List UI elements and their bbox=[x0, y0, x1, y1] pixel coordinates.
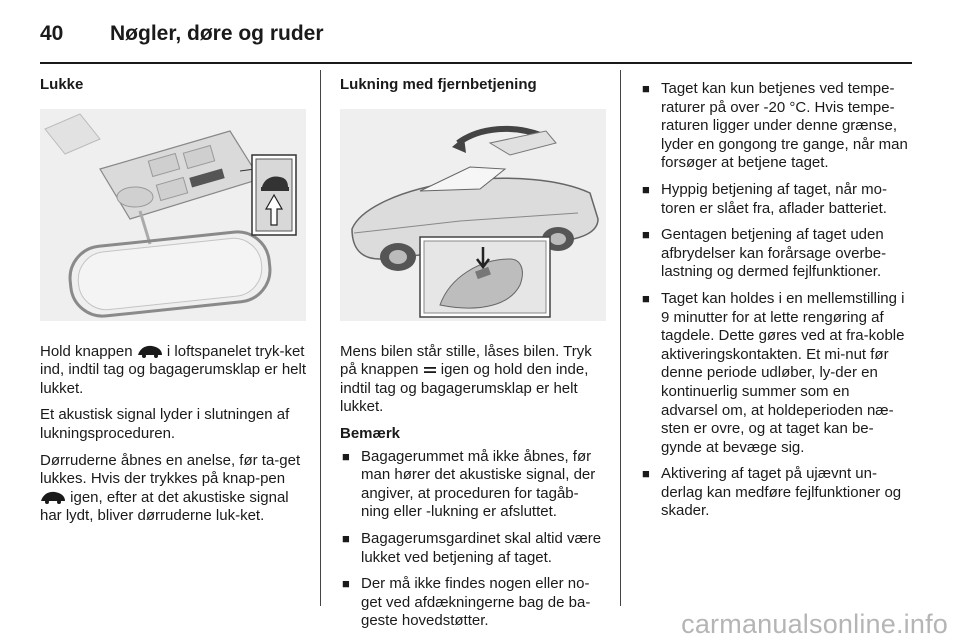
list-item bbox=[640, 290, 908, 457]
bullet-marker: ■ bbox=[642, 181, 650, 197]
list-item bbox=[340, 448, 606, 522]
list-item bbox=[640, 181, 908, 218]
figure-roof-console bbox=[40, 109, 306, 321]
warning-list bbox=[640, 80, 908, 521]
car-roof-close-icon bbox=[137, 344, 163, 358]
col1-p3-text-b: igen, efter at det akustiske signal har lydt, bliver dørruderne luk-ket. bbox=[40, 488, 289, 525]
list-item-text: Gentagen betjening af taget uden afbrydelser kan forårsage overbe-lastning og dermed fejlfunktioner. bbox=[661, 226, 887, 281]
col1-paragraph-1 bbox=[40, 343, 306, 399]
list-item bbox=[640, 80, 908, 173]
bullet-marker: ■ bbox=[642, 81, 650, 96]
col2-p1-text-a: Mens bilen står stille, låses bilen. Tryk på knappen bbox=[340, 342, 592, 379]
car-roof-close-icon bbox=[40, 490, 66, 504]
roof-console-illustration bbox=[40, 109, 306, 321]
bullet-marker: ■ bbox=[642, 466, 650, 482]
col1-p1-text-b: i loftspanelet tryk-ket ind, indtil tag og bagagerumsklap er helt lukket. bbox=[40, 342, 307, 397]
note-title: Bemærk bbox=[340, 424, 401, 442]
figure-convertible-remote bbox=[340, 109, 606, 321]
col1-paragraph-3 bbox=[40, 452, 306, 526]
page-title: Nøgler, døre og ruder bbox=[110, 22, 324, 45]
page-number: 40 bbox=[40, 22, 64, 45]
col1-p3-text-a: Dørruderne åbnes en anelse, før ta-get lukkes. Hvis der trykkes på knap-pen bbox=[40, 451, 301, 488]
list-item-text: Taget kan holdes i en mellemstilling i 9 minutter for at lette rengøring af tagdele. Dette gøres ved at fra-koble aktiveringskontakten. Et mi-nut før denne periode udløber, ly-der en kontinuerlig summer som en advarsel om, at holdeperioden næ-sten er ovre, og at taget kan be-gynde at bevæge sig. bbox=[661, 289, 905, 456]
list-item-text: Bagagerummet må ikke åbnes, før man hører det akustiske signal, der angiver, at proceduren for tagåb-ning eller -lukning er afsluttet. bbox=[361, 447, 596, 521]
list-item bbox=[640, 226, 908, 282]
page-header bbox=[40, 14, 910, 60]
list-item-text: Aktivering af taget på ujævnt un-derlag kan medføre fejlfunktioner og skader. bbox=[661, 465, 902, 520]
list-item-text: Hyppig betjening af taget, når mo-toren er slået fra, aflader batteriet. bbox=[661, 180, 887, 217]
note-list bbox=[340, 448, 606, 631]
list-item-text: Der må ikke findes nogen eller no-get ved afdækningerne bag de ba-geste hovedstøtter. bbox=[361, 575, 591, 630]
column-1 bbox=[40, 76, 306, 534]
column-3 bbox=[640, 80, 908, 529]
col2-paragraph-1 bbox=[340, 343, 606, 417]
list-item bbox=[340, 530, 606, 567]
header-divider bbox=[40, 62, 912, 64]
col1-paragraph-2: Et akustisk signal lyder i slutningen af lukningsproceduren. bbox=[40, 406, 290, 442]
list-item-text: Taget kan kun betjenes ved tempe-raturer på over -20 °C. Hvis tempe-raturen ligger under denne grænse, lyder en gongong tre gange, når man forsøger at betjene taget. bbox=[661, 80, 908, 172]
column-2 bbox=[340, 76, 606, 639]
list-item bbox=[340, 575, 606, 631]
bullet-marker: ■ bbox=[642, 290, 650, 306]
bullet-marker: ■ bbox=[642, 227, 650, 243]
column-divider-2 bbox=[620, 70, 621, 606]
convertible-remote-illustration bbox=[340, 109, 606, 321]
list-item-text: Bagagerumsgardinet skal altid være lukket ved betjening af taget. bbox=[361, 529, 602, 566]
list-item bbox=[640, 465, 908, 521]
bullet-marker: ■ bbox=[342, 448, 350, 464]
watermark: carmanualsonline.info bbox=[681, 609, 948, 639]
lock-key-icon bbox=[423, 364, 437, 376]
section-heading-close: Lukke bbox=[40, 76, 84, 93]
column-divider-1 bbox=[320, 70, 321, 606]
col2-p1-text-b: igen og hold den inde, indtil tag og bagagerumsklap er helt lukket. bbox=[340, 361, 589, 416]
section-heading-remote: Lukning med fjernbetjening bbox=[340, 76, 537, 93]
bullet-marker: ■ bbox=[342, 576, 350, 592]
col1-p1-text-a: Hold knappen bbox=[40, 342, 137, 360]
bullet-marker: ■ bbox=[342, 530, 350, 546]
